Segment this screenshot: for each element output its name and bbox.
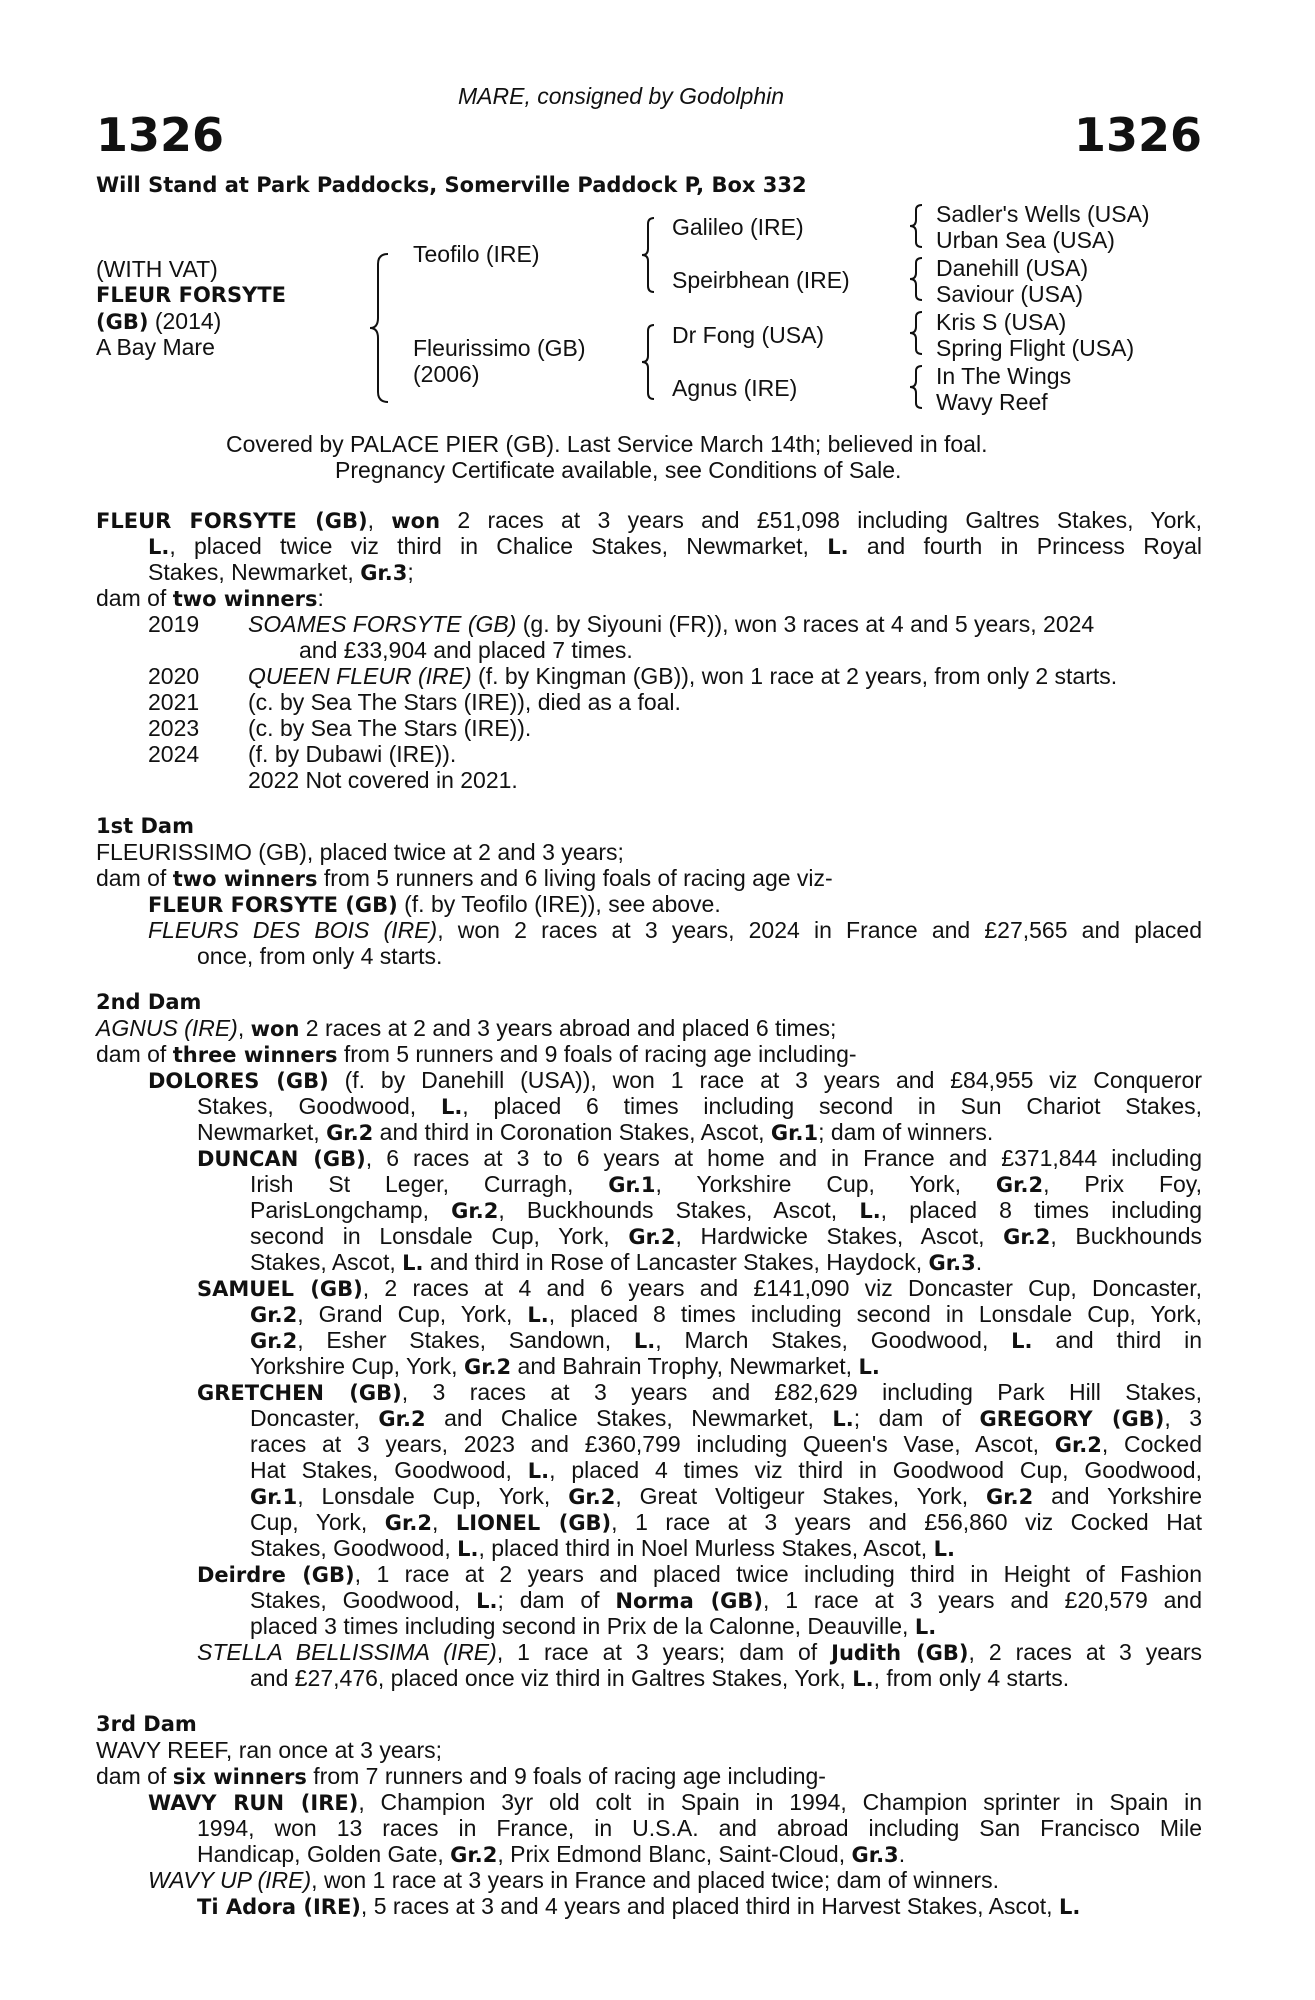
produce-text: ParisLongchamp,: [250, 1197, 452, 1223]
third-dam-heading: 3rd Dam: [96, 1712, 197, 1736]
produce-text: ,: [432, 1509, 456, 1535]
grade-L: L.: [1011, 1329, 1033, 1353]
sd-brace: [908, 256, 924, 302]
foal-year: 2024: [148, 741, 200, 767]
produce-text: , Great Voltigeur Stakes, York,: [615, 1483, 987, 1509]
sire-name: Teofilo (IRE): [413, 241, 540, 267]
fd-line-5: once, from only 4 starts.: [197, 943, 443, 969]
grade-L: L.: [1058, 1895, 1081, 1919]
produce-text: , March Stakes, Goodwood,: [655, 1327, 1012, 1353]
duncan-line-1: [197, 1146, 1202, 1173]
produce-text: Irish St Leger, Curragh,: [250, 1171, 609, 1197]
produce-text: and Chalice Stakes, Newmarket,: [425, 1405, 833, 1431]
dd-brace: [908, 364, 924, 410]
produce-text: , Prix Foy,: [1043, 1171, 1202, 1197]
produce-name: Judith (GB): [831, 1641, 969, 1665]
produce-text: and third in Rose of Lancaster Stakes, Haydock,: [423, 1249, 929, 1275]
foal-year: 2021: [148, 689, 200, 715]
produce-name: GREGORY (GB): [979, 1407, 1165, 1431]
dolores-line-1: [148, 1068, 1202, 1095]
grade-L: L.: [832, 1407, 854, 1431]
produce-name: SAMUEL (GB): [197, 1277, 363, 1301]
foal-text: (g. by Siyouni (FR)), won 3 races at 4 and 5 years, 2024: [516, 611, 1095, 637]
dds: In The Wings: [936, 363, 1072, 389]
grade-L: L.: [402, 1251, 424, 1275]
not-covered-note: 2022 Not covered in 2021.: [248, 767, 518, 793]
rr-gr3: Gr.3: [360, 561, 408, 585]
wavy-run-line-3: Handicap, Golden Gate, Gr.2, Prix Edmond Blanc, Saint-Cloud, Gr.3.: [197, 1841, 906, 1867]
produce-text: Stakes, Goodwood,: [197, 1093, 441, 1119]
produce-text: Newmarket,: [197, 1119, 327, 1145]
foal-entry: (c. by Sea The Stars (IRE)).: [248, 715, 532, 741]
gretchen-line-4: [250, 1458, 1202, 1485]
sd-text: dam of: [96, 1041, 173, 1067]
rr-line-1: FLEUR FORSYTE (GB), won 2 races at 3 years and £51,098 including Galtres Stakes, York,: [96, 507, 1202, 533]
grade-gr2: Gr.2: [463, 1355, 512, 1379]
produce-text: (f. by Danehill (USA)), won 1 race at 3 years and £84,955 viz Conqueror: [328, 1067, 1202, 1093]
fd-text: , won 2 races at 3 years, 2024 in France and £27,565 and placed: [437, 917, 1203, 943]
produce-text: second in Lonsdale Cup, York,: [250, 1223, 629, 1249]
sd-dam-name: AGNUS (IRE): [96, 1015, 238, 1041]
dam-year: (2006): [413, 361, 480, 387]
produce-name: DUNCAN (GB): [197, 1147, 366, 1171]
produce-text: , placed 8 times including second in Lonsdale Cup, York,: [548, 1301, 1202, 1327]
covered-line-1: Covered by PALACE PIER (GB). Last Service March 14th; believed in foal.: [226, 431, 988, 457]
foal-year: 2020: [148, 663, 200, 689]
produce-text: , 1 race at 3 years and £20,579 and: [763, 1587, 1202, 1613]
grade-gr3: Gr.3: [928, 1251, 976, 1275]
fd-winners: two winners: [172, 867, 318, 891]
rr-won: won: [391, 509, 441, 533]
foal-entry: (f. by Dubawi (IRE)).: [248, 741, 457, 767]
produce-text: , 3: [1164, 1405, 1202, 1431]
wavy-up-line-1: [148, 1868, 999, 1894]
duncan-line-2: [250, 1172, 1202, 1199]
foal-entry: [248, 664, 1117, 690]
duncan-line-3: [250, 1198, 1202, 1225]
grade-gr2: Gr.2: [326, 1121, 374, 1145]
grade-gr2: Gr.2: [250, 1329, 298, 1353]
wavy-run-line-2: 1994, won 13 races in France, in U.S.A. and abroad including San Francisco Mile: [197, 1815, 1202, 1841]
grade-gr1: Gr.1: [608, 1173, 656, 1197]
horse-country: (GB): [96, 310, 149, 334]
fd-text: (f. by Teofilo (IRE)), see above.: [397, 891, 721, 917]
grade-gr2: Gr.2: [378, 1407, 426, 1431]
ti-adora-line-1: [197, 1894, 1080, 1921]
produce-text: , Prix Edmond Blanc, Saint-Cloud,: [497, 1841, 852, 1867]
produce-text: , Yorkshire Cup, York,: [655, 1171, 996, 1197]
produce-text: , 1 race at 3 years and £56,860 viz Cocked Hat: [611, 1509, 1202, 1535]
rr-L: L.: [827, 535, 849, 559]
produce-text: Stakes, Goodwood,: [250, 1535, 458, 1561]
td-line-1: WAVY REEF, ran once at 3 years;: [96, 1737, 442, 1763]
horse-year: (2014): [154, 308, 222, 334]
sdd: Saviour (USA): [936, 281, 1083, 307]
grade-gr2: Gr.2: [451, 1199, 499, 1223]
td-winners: six winners: [172, 1765, 307, 1789]
produce-text: , Hardwicke Stakes, Ascot,: [675, 1223, 1004, 1249]
foal-text: (f. by Kingman (GB)), won 1 race at 2 years, from only 2 starts.: [471, 663, 1118, 689]
dam-dam: Agnus (IRE): [672, 375, 798, 401]
grade-L: L.: [440, 1095, 463, 1119]
produce-text: , 2 races at 4 and 6 years and £141,090 viz Doncaster Cup, Doncaster,: [362, 1275, 1202, 1301]
vat-label: (WITH VAT): [96, 256, 218, 282]
grade-gr2: Gr.2: [450, 1843, 498, 1867]
rr-two-winners: two winners: [172, 587, 318, 611]
produce-text: , placed 6 times including second in Sun Chariot Stakes,: [462, 1093, 1202, 1119]
produce-name: LIONEL (GB): [455, 1511, 612, 1535]
horse-name: FLEUR FORSYTE: [96, 283, 286, 307]
sd-won: won: [250, 1017, 300, 1041]
fd-line-1: FLEURISSIMO (GB), placed twice at 2 and 3 years;: [96, 839, 624, 865]
produce-text: and Bahrain Trophy, Newmarket,: [511, 1353, 859, 1379]
td-line-2: [96, 1764, 826, 1791]
produce-text: , 3 races at 3 years and £82,629 including Park Hill Stakes,: [401, 1379, 1203, 1405]
grade-gr2: Gr.2: [986, 1485, 1034, 1509]
fd-produce-name: FLEURS DES BOIS (IRE): [148, 917, 438, 943]
samuel-line-1: [197, 1276, 1202, 1303]
horse-country-year: [96, 309, 221, 336]
produce-text: and third in Coronation Stakes, Ascot,: [373, 1119, 771, 1145]
produce-name: Deirdre (GB): [197, 1563, 355, 1587]
grade-L: L.: [914, 1615, 937, 1639]
sss: Sadler's Wells (USA): [936, 201, 1150, 227]
dolores-line-2: [197, 1094, 1202, 1121]
fd-text: from 5 runners and 6 living foals of racing age viz-: [317, 865, 833, 891]
foal-entry: (c. by Sea The Stars (IRE)), died as a foal.: [248, 689, 681, 715]
produce-text: , 6 races at 3 to 6 years at home and in France and £371,844 including: [365, 1145, 1202, 1171]
gretchen-line-3: [250, 1432, 1202, 1459]
foal-entry: [248, 612, 1094, 638]
produce-text: ; dam of: [497, 1587, 616, 1613]
produce-text: , placed third in Noel Murless Stakes, Ascot,: [478, 1535, 934, 1561]
grade-L: L.: [852, 1667, 874, 1691]
rr-L: L.: [148, 535, 170, 559]
produce-name: STELLA BELLISSIMA (IRE): [197, 1639, 497, 1665]
produce-text: , Buckhounds: [1050, 1223, 1202, 1249]
produce-name: GRETCHEN (GB): [197, 1381, 402, 1405]
produce-text: and Yorkshire: [1033, 1483, 1202, 1509]
produce-name: WAVY UP (IRE): [148, 1867, 312, 1893]
produce-name: WAVY RUN (IRE): [148, 1791, 359, 1815]
sd-winners: three winners: [172, 1043, 338, 1067]
fd-line-2: [96, 866, 833, 893]
ssd: Urban Sea (USA): [936, 227, 1115, 253]
produce-text: Handicap, Golden Gate,: [197, 1841, 451, 1867]
produce-text: , from only 4 starts.: [873, 1665, 1070, 1691]
produce-text: Hat Stakes, Goodwood,: [250, 1457, 528, 1483]
produce-text: , 2 races at 3 years: [968, 1639, 1203, 1665]
grade-L: L.: [527, 1303, 549, 1327]
produce-text: Yorkshire Cup, York,: [250, 1353, 464, 1379]
sire-sire: Galileo (IRE): [672, 214, 804, 240]
gretchen-line-6: [250, 1510, 1202, 1537]
grade-L: L.: [457, 1537, 479, 1561]
produce-text: ; dam of winners.: [818, 1119, 994, 1145]
fd-line-3: [148, 892, 721, 919]
grade-L: L.: [476, 1589, 498, 1613]
sd-text: from 5 runners and 9 foals of racing age including-: [337, 1041, 857, 1067]
samuel-line-3: [250, 1328, 1202, 1355]
grade-gr1: Gr.1: [770, 1121, 819, 1145]
fd-text: dam of: [96, 865, 173, 891]
wavy-run-line-1: [148, 1790, 1202, 1817]
td-text: from 7 runners and 9 foals of racing age including-: [306, 1763, 826, 1789]
stella-line-2: [250, 1666, 1069, 1693]
grade-gr2: Gr.2: [384, 1511, 432, 1535]
sire-dam: Speirbhean (IRE): [672, 267, 850, 293]
produce-text: , 1 race at 3 years; dam of: [496, 1639, 832, 1665]
ddd: Wavy Reef: [936, 389, 1048, 415]
produce-text: , Champion 3yr old colt in Spain in 1994, Champion sprinter in Spain in: [358, 1789, 1203, 1815]
covered-line-2: Pregnancy Certificate available, see Conditions of Sale.: [335, 457, 902, 483]
rr-horse-name: FLEUR FORSYTE (GB): [96, 509, 368, 533]
deirdre-line-1: [197, 1562, 1202, 1589]
grade-gr2: Gr.2: [995, 1173, 1044, 1197]
lot-number-right: 1326: [1073, 108, 1202, 162]
rr-text: , placed twice viz third in Chalice Stakes, Newmarket,: [169, 533, 809, 559]
sd-text: ,: [237, 1015, 251, 1041]
horse-description: A Bay Mare: [96, 334, 215, 360]
produce-text: and £27,476, placed once viz third in Galtres Stakes, York,: [250, 1665, 853, 1691]
foal-entry-cont: and £33,904 and placed 7 times.: [299, 637, 633, 663]
produce-text: placed 3 times including second in Prix de la Calonne, Deauville,: [250, 1613, 915, 1639]
rr-text: 2 races at 3 years and £51,098 including Galtres Stakes, York,: [440, 507, 1202, 533]
grade-gr2: Gr.2: [1054, 1433, 1102, 1457]
grade-L: L.: [859, 1199, 881, 1223]
sds: Danehill (USA): [936, 255, 1089, 281]
samuel-line-4: [250, 1354, 880, 1381]
produce-text: , won 1 race at 3 years in France and placed twice; dam of winners.: [311, 1867, 999, 1893]
dam-sire: Dr Fong (USA): [672, 322, 825, 348]
sd-line-1: [96, 1016, 836, 1043]
gretchen-line-1: [197, 1380, 1202, 1407]
gretchen-line-2: [250, 1406, 1202, 1433]
location-line: Will Stand at Park Paddocks, Somerville Paddock P, Box 332: [96, 173, 807, 197]
produce-text: , placed 4 times viz third in Goodwood Cup, Goodwood,: [549, 1457, 1202, 1483]
foal-year: 2023: [148, 715, 200, 741]
produce-text: , Lonsdale Cup, York,: [297, 1483, 569, 1509]
produce-name: Ti Adora (IRE): [197, 1895, 361, 1919]
grade-L: L.: [858, 1355, 880, 1379]
produce-text: ; dam of: [853, 1405, 980, 1431]
ds-brace: [908, 310, 924, 356]
rr-text: :: [317, 585, 324, 611]
produce-text: Stakes, Goodwood,: [250, 1587, 477, 1613]
rr-text: and fourth in Princess Royal: [848, 533, 1203, 559]
produce-text: Doncaster,: [250, 1405, 379, 1431]
grade-gr2: Gr.2: [250, 1303, 298, 1327]
produce-text: , Buckhounds Stakes, Ascot,: [498, 1197, 860, 1223]
sd-text: 2 races at 2 and 3 years abroad and placed 6 times;: [299, 1015, 837, 1041]
gretchen-line-7: [250, 1536, 955, 1563]
first-dam-heading: 1st Dam: [96, 814, 194, 838]
dam-name: Fleurissimo (GB): [413, 335, 586, 361]
grade-gr2: Gr.2: [1003, 1225, 1051, 1249]
produce-text: Cup, York,: [250, 1509, 385, 1535]
produce-text: Stakes, Ascot,: [250, 1249, 403, 1275]
grade-gr3: Gr.3: [851, 1843, 899, 1867]
ss-brace: [908, 203, 924, 249]
fd-produce-name: FLEUR FORSYTE (GB): [148, 893, 398, 917]
duncan-line-5: Stakes, Ascot, L. and third in Rose of Lancaster Stakes, Haydock, Gr.3.: [250, 1249, 983, 1275]
lot-number-left: 1326: [96, 108, 225, 162]
produce-name: DOLORES (GB): [148, 1069, 329, 1093]
deirdre-line-3: [250, 1614, 936, 1641]
foal-year: 2019: [148, 611, 200, 637]
duncan-line-4: [250, 1224, 1202, 1251]
grade-L: L.: [527, 1459, 550, 1483]
produce-text: , Cocked: [1101, 1431, 1202, 1457]
foal-name: SOAMES FORSYTE (GB): [248, 611, 517, 637]
dss: Kris S (USA): [936, 309, 1067, 335]
rr-text: Stakes, Newmarket,: [148, 559, 361, 585]
sire-brace: [640, 216, 656, 294]
grade-gr2: Gr.2: [628, 1225, 676, 1249]
dsd: Spring Flight (USA): [936, 335, 1135, 361]
gretchen-line-5: [250, 1484, 1202, 1511]
samuel-line-2: [250, 1302, 1202, 1329]
rr-line-4: [96, 586, 324, 613]
produce-text: , placed 8 times including: [880, 1197, 1202, 1223]
produce-text: , 1 race at 2 years and placed twice including third in Height of Fashion: [354, 1561, 1202, 1587]
consignor-line: MARE, consigned by Godolphin: [458, 83, 785, 109]
produce-name: Norma (GB): [615, 1589, 764, 1613]
pedigree-brace-main: [368, 252, 392, 404]
produce-text: , Esher Stakes, Sandown,: [297, 1327, 634, 1353]
rr-line-2: [148, 534, 1202, 561]
dolores-line-3: [197, 1120, 993, 1147]
rr-text: dam of: [96, 585, 173, 611]
produce-text: , Grand Cup, York,: [297, 1301, 528, 1327]
dam-brace: [640, 323, 656, 401]
stella-line-1: [197, 1640, 1202, 1667]
produce-text: , 5 races at 3 and 4 years and placed third in Harvest Stakes, Ascot,: [360, 1893, 1059, 1919]
grade-gr2: Gr.2: [568, 1485, 616, 1509]
grade-gr1: Gr.1: [250, 1485, 298, 1509]
second-dam-heading: 2nd Dam: [96, 990, 202, 1014]
produce-text: and third in: [1032, 1327, 1202, 1353]
rr-line-3: Stakes, Newmarket, Gr.3;: [148, 559, 414, 585]
foal-name: QUEEN FLEUR (IRE): [248, 663, 472, 689]
grade-L: L.: [933, 1537, 955, 1561]
deirdre-line-2: [250, 1588, 1202, 1615]
grade-L: L.: [633, 1329, 656, 1353]
td-text: dam of: [96, 1763, 173, 1789]
sd-line-2: [96, 1042, 857, 1069]
produce-text: races at 3 years, 2023 and £360,799 including Queen's Vase, Ascot,: [250, 1431, 1055, 1457]
fd-line-4: [148, 918, 1202, 944]
